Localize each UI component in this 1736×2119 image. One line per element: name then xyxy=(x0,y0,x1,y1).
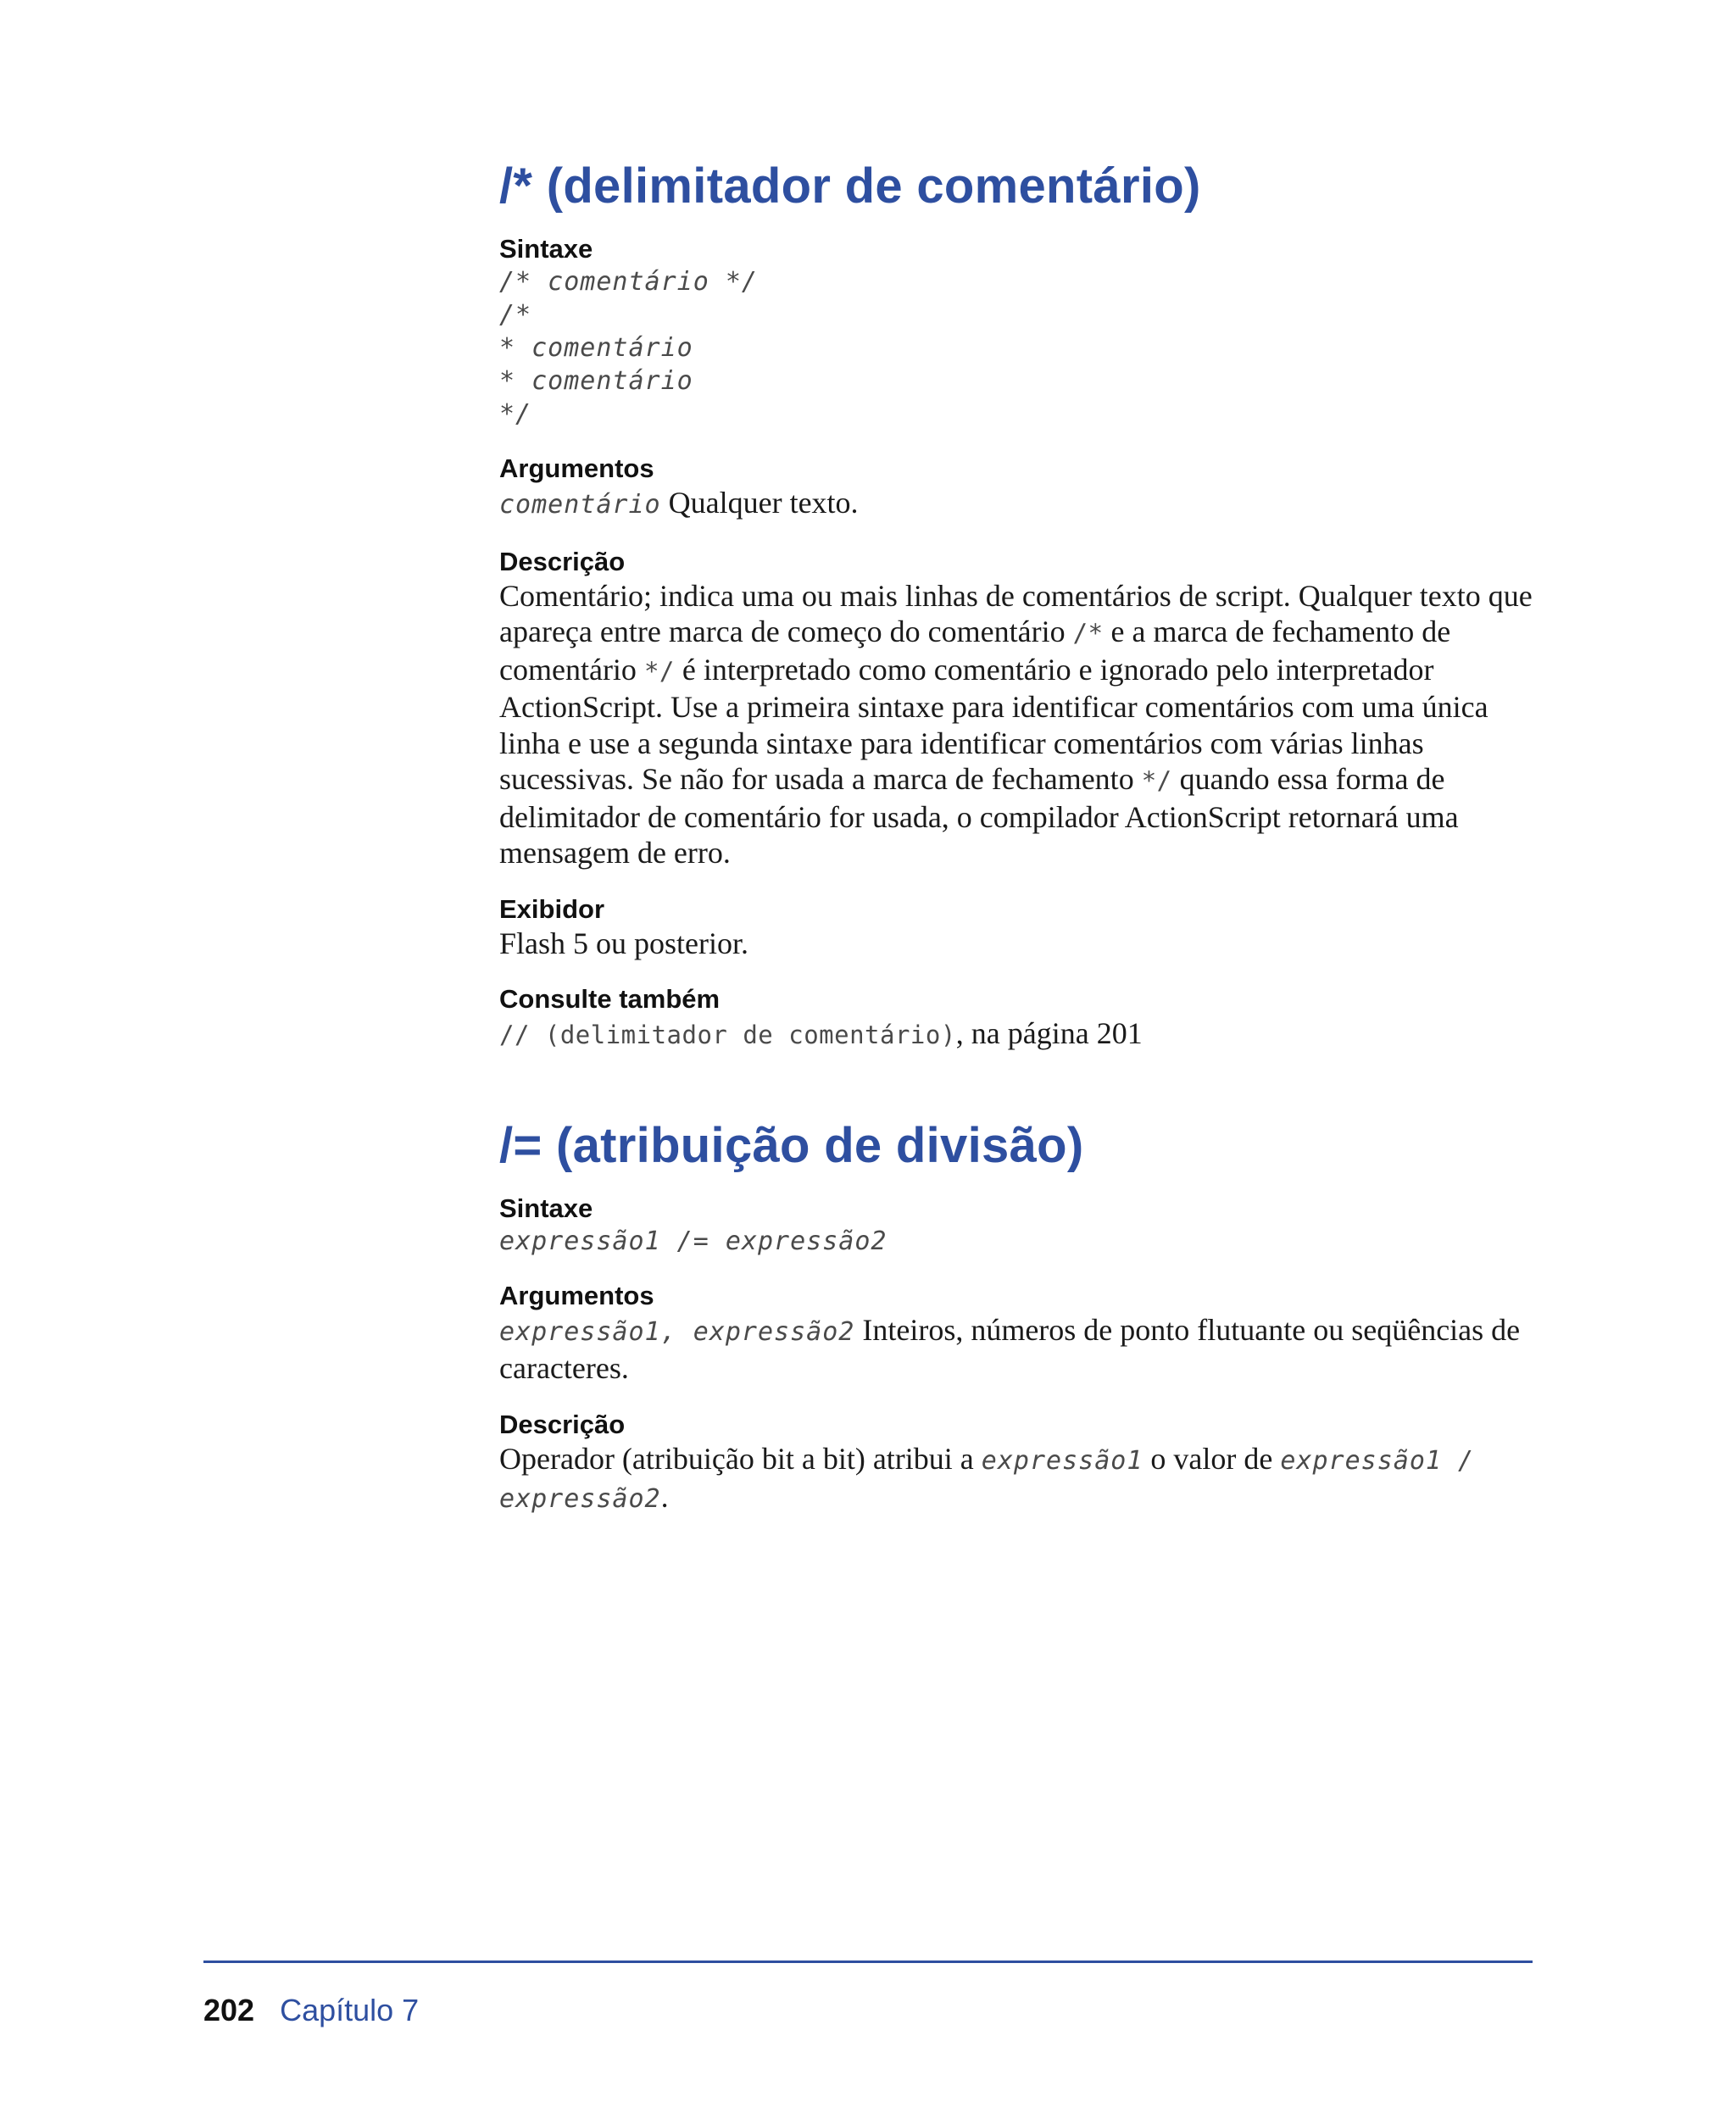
syntax-code-line: /* comentário */ xyxy=(499,267,758,297)
description-heading: Descrição xyxy=(499,546,626,576)
page-footer xyxy=(203,1992,419,2029)
argument-description: Qualquer texto. xyxy=(660,486,859,520)
see-also-text xyxy=(499,1015,1533,1054)
description-fragment: é interpretado como comentário e ignorado pelo interpretador ActionScript. Use a primeira sintaxe para identificar comentários com uma única linha e use a segunda sintaxe para identificar comentários com várias linhas sucessivas. Se não for usada a marca de fechamento xyxy=(499,652,1488,796)
arguments-heading: Argumentos xyxy=(499,1280,654,1310)
description-fragment: Comentário; indica uma ou mais linhas de comentários de script. Qualquer texto que apareça entre marca de começo do comentário xyxy=(499,578,1533,648)
description-fragment: o valor de xyxy=(1143,1441,1281,1476)
page-content xyxy=(499,157,1533,1540)
description-text xyxy=(499,1441,1533,1518)
description-fragment: e a marca de fechamento de comentário xyxy=(499,615,1451,687)
see-also-heading: Consulte também xyxy=(499,984,721,1014)
see-also-section xyxy=(499,983,1533,1054)
description-code: expressão1 / expressão2 xyxy=(499,1445,1475,1514)
syntax-heading: Sintaxe xyxy=(499,234,593,264)
description-fragment: Operador (atribuição bit a bit) atribui a xyxy=(499,1441,982,1476)
description-section xyxy=(499,1409,1533,1518)
page-number: 202 xyxy=(203,1993,255,2027)
arguments-section xyxy=(499,453,1533,524)
section-spacer xyxy=(499,1076,1533,1116)
description-code: */ xyxy=(1141,766,1172,795)
player-section xyxy=(499,893,1533,962)
player-text: Flash 5 ou posterior. xyxy=(499,926,748,960)
argument-description: Inteiros, números de ponto flutuante ou seqüências de caracteres. xyxy=(499,1312,1521,1385)
description-text xyxy=(499,578,1533,871)
argument-name: comentário xyxy=(499,490,661,520)
entry-title-division-assignment: /= (atribuição de divisão) xyxy=(499,1117,1084,1173)
syntax-code-line: expressão1 /= expressão2 xyxy=(499,1226,887,1256)
arguments-section xyxy=(499,1280,1533,1387)
syntax-code-line: * comentário xyxy=(499,366,693,396)
syntax-code-line: */ xyxy=(499,399,532,429)
syntax-code-line: * comentário xyxy=(499,333,693,363)
chapter-label: Capítulo 7 xyxy=(280,1993,420,2027)
syntax-section xyxy=(499,1193,1533,1258)
player-heading: Exibidor xyxy=(499,893,605,924)
entry-title-comment-delimiter: /* (delimitador de comentário) xyxy=(499,159,1201,214)
description-fragment: quando essa forma de delimitador de comentário for usada, o compilador ActionScript retornará uma mensagem de erro. xyxy=(499,762,1459,870)
see-also-link[interactable]: // (delimitador de comentário) xyxy=(499,1021,956,1049)
syntax-code-line: /* xyxy=(499,300,532,330)
footer-divider xyxy=(203,1960,1533,1963)
syntax-heading: Sintaxe xyxy=(499,1193,593,1223)
description-code: */ xyxy=(643,656,675,686)
argument-names: expressão1, expressão2 xyxy=(499,1316,855,1347)
description-code: expressão1 xyxy=(981,1445,1143,1476)
see-also-page-ref: , na página 201 xyxy=(955,1016,1143,1050)
arguments-text xyxy=(499,1312,1533,1387)
arguments-heading: Argumentos xyxy=(499,453,654,483)
description-fragment: . xyxy=(660,1480,669,1514)
description-section xyxy=(499,546,1533,871)
description-heading: Descrição xyxy=(499,1409,626,1439)
description-code: /* xyxy=(1072,619,1104,648)
arguments-text xyxy=(499,485,1533,524)
syntax-section xyxy=(499,233,1533,431)
